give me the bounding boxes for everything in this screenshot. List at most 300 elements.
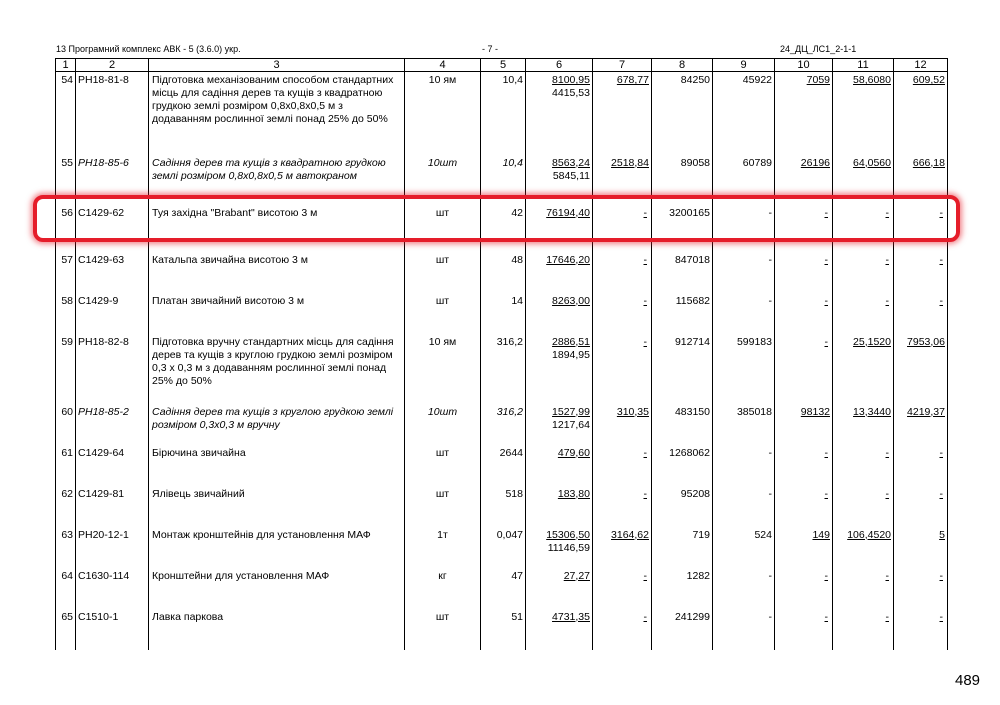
wages-total: 524 [754,528,772,541]
quantity: 14 [511,294,523,307]
quantity-cell [481,293,526,334]
wages-total: - [768,569,772,582]
unit-cost-cell [526,252,593,293]
labor-cost-cell [833,609,894,650]
row-number: 59 [61,335,73,348]
code-cell [76,486,149,527]
labor-cost: 58,6080 [853,74,891,86]
labor-cost: - [885,446,889,459]
labor-total-cell [894,155,948,205]
labor-total-cell [894,404,948,445]
description-cell [149,252,405,293]
unit-cost: 1527,99 [552,405,590,418]
unit-cost: 15306,50 [546,528,590,541]
row-number-cell [56,486,76,527]
unit-cell [405,155,481,205]
table-row [56,293,948,334]
unit-cost: 27,27 [563,569,590,582]
unit-cell [405,486,481,527]
total-cost-cell [652,486,713,527]
unit-cell [405,334,481,404]
resource-code: С1429-64 [78,446,125,459]
wages-total: - [768,610,772,623]
labor-cost-cell [833,72,894,155]
table-row [56,252,948,293]
unit-cost-cell [526,72,593,155]
machine-cost: - [643,610,647,623]
quantity: 10,4 [502,74,523,86]
unit-of-measure: 1т [437,528,448,541]
quantity-cell [481,205,526,252]
labor-total: - [939,487,943,500]
labor-cost: 106,4520 [847,528,891,541]
total-cost: 483150 [674,405,710,418]
unit-of-measure: шт [435,487,450,500]
unit-of-measure: 10шт [427,156,458,169]
labor-cost-cell [833,568,894,609]
row-number-cell [56,404,76,445]
description-cell [149,609,405,650]
unit-cost: 76194,40 [546,206,590,219]
description-cell [149,568,405,609]
page-number: 489 [955,672,981,689]
machine-total: 7059 [806,74,830,86]
work-description: Садіння дерев та кущів з круглою грудкою землі розміром 0,3х0,3 м вручну [152,405,394,431]
resource-code: РН18-82-8 [78,335,129,348]
labor-total-cell [894,293,948,334]
resource-code: С1429-81 [78,487,125,500]
total-cost-cell [652,568,713,609]
work-description: Садіння дерев та кущів з квадратною грудкою землі розміром 0,8х0,8х0,5 м автокраном [152,156,386,182]
row-number-cell [56,72,76,155]
labor-total-cell [894,205,948,252]
quantity-cell [481,568,526,609]
total-cost: 719 [692,528,710,541]
work-description: Катальпа звичайна висотою 3 м [152,253,309,266]
work-description: Лавка паркова [152,610,224,623]
code-cell [76,568,149,609]
unit-cost-cell [526,334,593,404]
quantity-cell [481,445,526,486]
total-cost-cell [652,293,713,334]
work-description: Підготовка вручну стандартних місць для садіння дерев та кущів з круглою грудкою землі розміром 0,3 х 0,3 м з додаванням рослинної землі понад 25% до 50% [152,335,394,387]
wages-total-cell [713,404,775,445]
quantity-cell [481,486,526,527]
total-cost-cell [652,334,713,404]
code-cell [76,609,149,650]
unit-cost-wages: 5845,11 [552,169,590,182]
labor-total-cell [894,527,948,568]
machine-cost-cell [593,293,652,334]
machine-total-cell [775,445,833,486]
table-row [56,568,948,609]
unit-cost-wages: 1217,64 [552,418,590,431]
quantity-cell [481,334,526,404]
row-number-cell [56,609,76,650]
unit-cell [405,404,481,445]
quantity-cell [481,404,526,445]
labor-total: - [939,446,943,459]
machine-cost-cell [593,252,652,293]
wages-total-cell [713,72,775,155]
machine-total: - [824,446,828,459]
wages-total-cell [713,155,775,205]
code-cell [76,155,149,205]
quantity: 0,047 [496,528,523,541]
total-cost-cell [652,72,713,155]
column-header: 8 [652,59,713,72]
labor-total: - [939,253,943,266]
labor-total-cell [894,568,948,609]
machine-cost: 2518,84 [611,156,649,169]
unit-cost-wages: 11146,59 [547,541,590,554]
table-row [56,527,948,568]
total-cost: 1282 [686,569,710,582]
labor-cost: - [885,487,889,500]
wages-total: - [768,487,772,500]
resource-code: РН18-85-2 [78,405,129,418]
labor-total-cell [894,486,948,527]
work-description: Монтаж кронштейнів для установлення МАФ [152,528,371,541]
wages-total-cell [713,334,775,404]
labor-total-cell [894,609,948,650]
unit-cost-cell [526,445,593,486]
total-cost: 912714 [674,335,710,348]
quantity-cell [481,72,526,155]
resource-code: РН20-12-1 [78,528,129,541]
machine-cost-cell [593,205,652,252]
table-row [56,334,948,404]
work-description: Підготовка механізованим способом стандартних місць для садіння дерев та кущів з квадратною грудкою землі розміром 0,8х0,8х0,5 м з додаванням рослинної землі понад 25% до 50% [152,74,394,125]
total-cost-cell [652,155,713,205]
unit-cost-cell [526,155,593,205]
unit-cell [405,527,481,568]
program-header: 13 Програмний комплекс АВК - 5 (3.6.0) укр. [56,44,241,54]
labor-total: - [939,569,943,582]
unit-cost: 17646,20 [546,253,590,266]
row-number-cell [56,252,76,293]
unit-of-measure: шт [435,206,450,219]
code-cell [76,293,149,334]
work-description: Ялівець звичайний [152,487,245,500]
column-header: 3 [149,59,405,72]
quantity-cell [481,527,526,568]
quantity: 51 [511,610,523,623]
labor-cost: - [885,610,889,623]
unit-cost-cell [526,404,593,445]
resource-code: С1510-1 [78,610,119,623]
machine-cost: 310,35 [616,405,649,418]
machine-total: - [824,253,828,266]
wages-total-cell [713,568,775,609]
wages-total-cell [713,609,775,650]
wages-total-cell [713,293,775,334]
total-cost-cell [652,527,713,568]
machine-cost: - [643,253,647,266]
total-cost: 95208 [680,487,710,500]
total-cost-cell [652,404,713,445]
labor-cost: 13,3440 [853,405,891,418]
unit-cell [405,293,481,334]
labor-cost-cell [833,334,894,404]
wages-total: - [768,253,772,266]
wages-total: 599183 [736,335,772,348]
machine-cost: - [643,294,647,307]
row-number: 63 [61,528,73,541]
table-row [56,404,948,445]
unit-of-measure: шт [435,294,450,307]
machine-total: - [824,487,828,500]
column-header: 7 [593,59,652,72]
labor-cost-cell [833,205,894,252]
wages-total: - [768,446,772,459]
column-header: 1 [56,59,76,72]
unit-of-measure: шт [435,446,450,459]
machine-total-cell [775,334,833,404]
machine-cost-cell [593,445,652,486]
machine-cost: - [643,446,647,459]
machine-cost-cell [593,527,652,568]
quantity: 316,2 [496,405,523,418]
machine-cost: - [643,487,647,500]
row-number: 54 [61,74,73,86]
quantity-cell [481,155,526,205]
total-cost: 3200165 [669,206,710,219]
total-cost-cell [652,205,713,252]
machine-total-cell [775,252,833,293]
column-header: 9 [713,59,775,72]
unit-cost: 8263,00 [552,294,590,307]
description-cell [149,404,405,445]
machine-cost-cell [593,568,652,609]
column-header: 10 [775,59,833,72]
row-number: 65 [61,610,73,623]
machine-cost: - [643,335,647,348]
labor-total: - [939,610,943,623]
unit-of-measure: кг [438,569,447,582]
wages-total-cell [713,445,775,486]
resource-code: С1429-63 [78,253,125,266]
machine-total-cell [775,72,833,155]
column-header: 2 [76,59,149,72]
column-header-row [56,59,948,72]
description-cell [149,527,405,568]
machine-total-cell [775,527,833,568]
labor-cost: - [885,253,889,266]
total-cost: 241299 [674,610,710,623]
wages-total: - [768,206,772,219]
row-number: 57 [61,253,73,266]
table-row [56,72,948,155]
labor-total-cell [894,72,948,155]
code-cell [76,252,149,293]
wages-total-cell [713,486,775,527]
total-cost: 84250 [680,74,710,86]
row-number: 64 [61,569,73,582]
resource-code: С1429-9 [78,294,119,307]
row-number-cell [56,568,76,609]
unit-cell [405,568,481,609]
machine-cost-cell [593,155,652,205]
unit-cost: 183,80 [557,487,590,500]
document-code: 24_ДЦ_ЛС1_2-1-1 [780,44,857,54]
unit-of-measure: 10 ям [428,335,457,348]
unit-of-measure: 10шт [427,405,458,418]
labor-total-cell [894,334,948,404]
resource-code: РН18-85-6 [78,156,129,169]
row-number-cell [56,293,76,334]
unit-cell [405,445,481,486]
unit-cost-cell [526,486,593,527]
machine-total-cell [775,486,833,527]
unit-cost-cell [526,568,593,609]
labor-cost-cell [833,252,894,293]
code-cell [76,72,149,155]
quantity: 42 [511,206,523,219]
column-header: 6 [526,59,593,72]
labor-cost-cell [833,293,894,334]
machine-cost-cell [593,404,652,445]
unit-cost-cell [526,527,593,568]
row-number: 55 [61,156,73,169]
code-cell [76,404,149,445]
total-cost: 847018 [674,253,710,266]
unit-cost-cell [526,609,593,650]
description-cell [149,445,405,486]
code-cell [76,205,149,252]
description-cell [149,293,405,334]
machine-total: - [824,569,828,582]
machine-total: - [824,610,828,623]
quantity: 2644 [499,446,523,459]
machine-cost-cell [593,72,652,155]
work-description: Платан звичайний висотою 3 м [152,294,305,307]
column-header: 4 [405,59,481,72]
table-row [56,445,948,486]
labor-cost: - [885,569,889,582]
row-number-cell [56,334,76,404]
work-description: Бірючина звичайна [152,446,246,459]
unit-cost-wages: 4415,53 [552,87,590,99]
machine-total: - [824,335,828,348]
labor-total: 609,52 [912,74,945,86]
machine-total: - [824,294,828,307]
wages-total-cell [713,527,775,568]
quantity: 518 [505,487,523,500]
code-cell [76,445,149,486]
description-cell [149,334,405,404]
unit-of-measure: шт [435,610,450,623]
labor-total: - [939,294,943,307]
quantity-cell [481,252,526,293]
labor-cost: 64,0560 [853,156,891,169]
code-cell [76,527,149,568]
unit-cost: 8100,95 [552,74,590,86]
row-number: 58 [61,294,73,307]
unit-cost: 8563,24 [552,156,590,169]
total-cost: 115682 [675,294,710,307]
machine-total: 98132 [800,405,830,418]
table-row [56,486,948,527]
quantity: 47 [511,569,523,582]
unit-cost-wages: 1894,95 [552,348,590,361]
labor-total-cell [894,445,948,486]
description-cell [149,205,405,252]
machine-total-cell [775,155,833,205]
row-number-cell [56,205,76,252]
resource-code: РН18-81-8 [78,74,129,86]
labor-cost-cell [833,445,894,486]
labor-total: - [939,206,943,219]
labor-cost: - [885,206,889,219]
quantity: 316,2 [496,335,523,348]
machine-cost: - [643,206,647,219]
sheet-number: - 7 - [482,44,499,54]
table-row [56,155,948,205]
unit-cell [405,205,481,252]
machine-total: - [824,206,828,219]
labor-total: 5 [939,528,945,541]
row-number-cell [56,445,76,486]
unit-of-measure: 10 ям [428,74,457,86]
machine-total: 149 [812,528,830,541]
description-cell [149,486,405,527]
wages-total: 60789 [742,156,772,169]
labor-cost-cell [833,404,894,445]
total-cost-cell [652,445,713,486]
labor-total-cell [894,252,948,293]
machine-total-cell [775,205,833,252]
wages-total: 385018 [736,405,772,418]
machine-total-cell [775,568,833,609]
row-number-cell [56,527,76,568]
labor-cost-cell [833,155,894,205]
unit-cell [405,252,481,293]
row-number-cell [56,155,76,205]
wages-total: - [768,294,772,307]
unit-cell [405,72,481,155]
work-description: Туя західна "Brabant" висотою 3 м [152,206,318,219]
unit-cost: 479,60 [557,446,590,459]
description-cell [149,155,405,205]
unit-cost: 4731,35 [552,610,590,623]
machine-total: 26196 [800,156,830,169]
quantity-cell [481,609,526,650]
row-number: 56 [61,206,73,219]
resource-code: С1630-114 [78,569,130,582]
labor-cost: 25,1520 [853,335,891,348]
wages-total-cell [713,205,775,252]
machine-cost: - [643,569,647,582]
quantity: 48 [511,253,523,266]
machine-total-cell [775,404,833,445]
work-description: Кронштейни для установлення МАФ [152,569,330,582]
machine-cost: 678,77 [616,74,649,86]
total-cost-cell [652,609,713,650]
labor-cost: - [885,294,889,307]
machine-cost-cell [593,334,652,404]
unit-cost-cell [526,205,593,252]
unit-cost-cell [526,293,593,334]
resource-code: С1429-62 [78,206,125,219]
unit-of-measure: шт [435,253,450,266]
labor-total: 4219,37 [907,405,945,418]
machine-cost: 3164,62 [611,528,649,541]
labor-total: 666,18 [912,156,945,169]
total-cost: 1268062 [669,446,710,459]
table-row [56,205,948,252]
unit-cost: 2886,51 [552,335,590,348]
